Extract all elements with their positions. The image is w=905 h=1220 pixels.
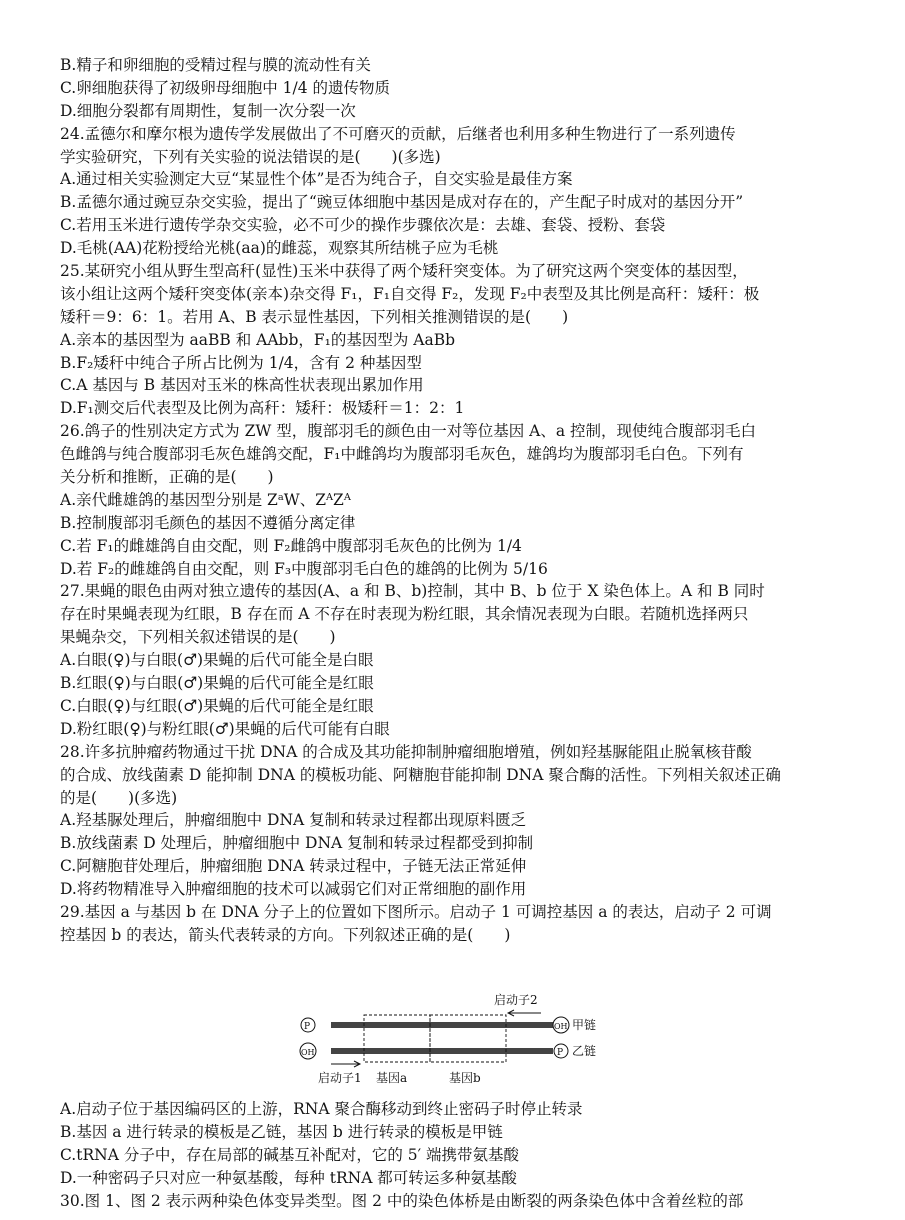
text-line: B.放线菌素 D 处理后，肿瘤细胞中 DNA 复制和转录过程都受到抑制 xyxy=(60,834,534,853)
text-line: B.孟德尔通过豌豆杂交实验，提出了“豌豆体细胞中基因是成对存在的，产生配子时成对的基因分开” xyxy=(60,193,744,212)
text-line: 果蝇杂交，下列相关叙述错误的是( ) xyxy=(60,628,336,647)
text-line: B.精子和卵细胞的受精过程与膜的流动性有关 xyxy=(60,56,371,74)
text-line: 29.基因 a 与基因 b 在 DNA 分子上的位置如下图所示。启动子 1 可调控基因 a 的表达，启动子 2 可调 xyxy=(60,902,772,921)
p-mark-bottom-label: P xyxy=(557,1048,564,1058)
text-line: 控基因 b 的表达，箭头代表转录的方向。下列叙述正确的是( ) xyxy=(60,925,511,944)
text-line: 矮秆＝9：6：1。若用 A、B 表示显性基因，下列相关推测错误的是( ) xyxy=(60,307,569,326)
text-line: 30.图 1、图 2 表示两种染色体变异类型。图 2 中的染色体桥是由断裂的两条染色体中含着丝粒的部 xyxy=(60,1191,744,1210)
text-line: B.控制腹部羽毛颜色的基因不遵循分离定律 xyxy=(60,513,356,532)
chain-jia-label: 甲链 xyxy=(572,1018,597,1032)
text-line: A.通过相关实验测定大豆“某显性个体”是否为纯合子，自交实验是最佳方案 xyxy=(60,170,573,189)
text-line: C.A 基因与 B 基因对玉米的株高性状表现出累加作用 xyxy=(60,376,424,395)
text-line: A.亲代雌雄鸽的基因型分别是 ZᵃW、ZᴬZᴬ xyxy=(60,490,351,509)
text-line: 关分析和推断，正确的是( ) xyxy=(60,468,274,487)
text-line: C.若 F₁的雌雄鸽自由交配，则 F₂雌鸽中腹部羽毛灰色的比例为 1/4 xyxy=(60,536,522,555)
text-line: 学实验研究，下列有关实验的说法错误的是( )(多选) xyxy=(60,147,441,166)
oh-mark-top-label: OH xyxy=(554,1022,568,1031)
text-line: D.将药物精准导入肿瘤细胞的技术可以减弱它们对正常细胞的副作用 xyxy=(60,880,527,899)
promoter2-label: 启动子2 xyxy=(494,993,538,1007)
text-line: C.若用玉米进行遗传学杂交实验，必不可少的操作步骤依次是：去雄、套袋、授粉、套袋 xyxy=(60,216,666,235)
text-line: B.F₂矮秆中纯合子所占比例为 1/4，含有 2 种基因型 xyxy=(60,353,422,372)
text-line: 27.果蝇的眼色由两对独立遗传的基因(A、a 和 B、b)控制，其中 B、b 位于 X 染色体上。A 和 B 同时 xyxy=(60,582,765,601)
dna-gene-diagram xyxy=(296,990,616,1086)
text-line: D.F₁测交后代表型及比例为高秆：矮秆：极矮秆＝1：2：1 xyxy=(60,399,465,418)
text-line: 存在时果蝇表现为红眼，B 存在而 A 不存在时表现为粉红眼，其余情况表现为白眼。若随机选择两只 xyxy=(60,605,749,624)
text-line: B.红眼(♀)与白眼(♂)果蝇的后代可能全是红眼 xyxy=(60,674,374,693)
text-line: C.阿糖胞苷处理后，肿瘤细胞 DNA 转录过程中，子链无法正常延伸 xyxy=(60,857,527,876)
text-line: 26.鸽子的性别决定方式为 ZW 型，腹部羽毛的颜色由一对等位基因 A、a 控制，现使纯合腹部羽毛白 xyxy=(60,422,756,441)
p-mark-top-label: P xyxy=(304,1022,311,1032)
text-line: D.若 F₂的雌雄鸽自由交配，则 F₃中腹部羽毛白色的雄鸽的比例为 5/16 xyxy=(60,559,548,578)
oh-mark-bottom-label: OH xyxy=(301,1048,315,1057)
text-line: 的合成、放线菌素 D 能抑制 DNA 的模板功能、阿糖胞苷能抑制 DNA 聚合酶的活性。下列相关叙述正确 xyxy=(60,765,781,784)
text-line: A.启动子位于基因编码区的上游，RNA 聚合酶移动到终止密码子时停止转录 xyxy=(60,1100,583,1118)
gene-b-label: 基因b xyxy=(449,1071,481,1085)
text-line: A.白眼(♀)与白眼(♂)果蝇的后代可能全是白眼 xyxy=(60,651,374,670)
gene-a-label: 基因a xyxy=(376,1071,408,1085)
text-line: 该小组让这两个矮秆突变体(亲本)杂交得 F₁，F₁自交得 F₂，发现 F₂中表型及其比例是高秆：矮秆：极 xyxy=(60,284,760,303)
text-line: D.粉红眼(♀)与粉红眼(♂)果蝇的后代可能有白眼 xyxy=(60,719,390,738)
text-line: C.白眼(♀)与红眼(♂)果蝇的后代可能全是红眼 xyxy=(60,696,374,715)
text-line: 28.许多抗肿瘤药物通过干扰 DNA 的合成及其功能抑制肿瘤细胞增殖，例如羟基脲能阻止脱氧核苷酸 xyxy=(60,742,752,761)
text-line: 25.某研究小组从野生型高秆(显性)玉米中获得了两个矮秆突变体。为了研究这两个突变体的基因型， xyxy=(60,262,748,281)
text-line: C.卵细胞获得了初级卵母细胞中 1/4 的遗传物质 xyxy=(60,78,391,97)
text-line: 的是( )(多选) xyxy=(60,788,178,807)
text-line: D.细胞分裂都有周期性，复制一次分裂一次 xyxy=(60,101,356,120)
text-line: D.一种密码子只对应一种氨基酸，每种 tRNA 都可转运多种氨基酸 xyxy=(60,1168,517,1187)
text-line: A.羟基脲处理后，肿瘤细胞中 DNA 复制和转录过程都出现原料匮乏 xyxy=(60,811,527,830)
text-line: A.亲本的基因型为 aaBB 和 AAbb，F₁的基因型为 AaBb xyxy=(60,330,456,349)
text-line: B.基因 a 进行转录的模板是乙链，基因 b 进行转录的模板是甲链 xyxy=(60,1122,503,1141)
option-text-block xyxy=(60,1098,860,1212)
text-line: C.tRNA 分子中，存在局部的碱基互补配对，它的 5′ 端携带氨基酸 xyxy=(60,1145,520,1164)
text-line: 色雌鸽与纯合腹部羽毛灰色雄鸽交配，F₁中雌鸽均为腹部羽毛灰色，雄鸽均为腹部羽毛白色。下列有 xyxy=(60,445,744,464)
question-text-block xyxy=(60,54,850,947)
chain-yi-label: 乙链 xyxy=(572,1044,597,1058)
promoter1-label: 启动子1 xyxy=(318,1071,362,1085)
text-line: D.毛桃(AA)花粉授给光桃(aa)的雌蕊，观察其所结桃子应为毛桃 xyxy=(60,239,499,258)
text-line: 24.孟德尔和摩尔根为遗传学发展做出了不可磨灭的贡献，后继者也利用多种生物进行了一系列遗传 xyxy=(60,124,736,143)
